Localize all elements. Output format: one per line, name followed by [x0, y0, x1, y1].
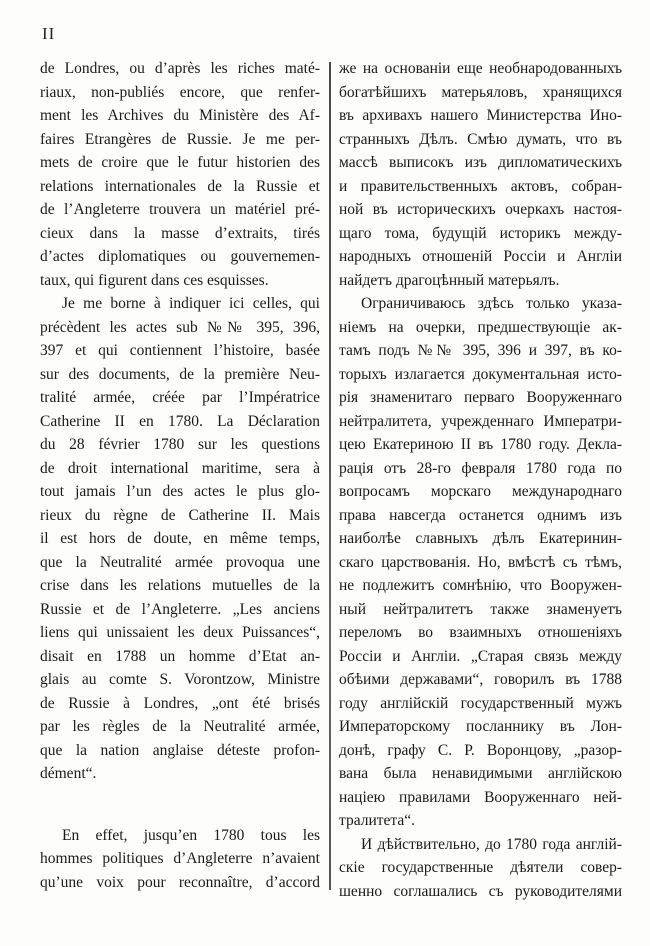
text-line: найдетъ драгоцѣнный матерьялъ. [339, 271, 560, 289]
text-line: d’actes diplomatiques ou gouvernemen- [40, 248, 320, 265]
text-line: disait en 1788 un homme d’Etat an- [40, 647, 320, 665]
text-line: вопросамъ морскаго международнаго [339, 483, 622, 500]
text-line: націею правилами Вооруженнаго ней- [339, 788, 622, 806]
text-line: rieux du règne de Catherine II. Mais [40, 506, 320, 524]
text-line: que la Neutralité armée provoqua une [40, 553, 320, 571]
text-line: переломъ во взаимныхъ отношеніяхъ [339, 624, 622, 641]
paragraph [40, 824, 320, 895]
text-line: riaux, non-publiés encore, que renfer- [40, 83, 320, 101]
text-line: crise dans les relations mutuelles de la [40, 577, 320, 594]
text-line: вана была ненавидимыми англійскою [339, 765, 622, 782]
text-line: Russie et de l’Angleterre. „Les anciens [40, 600, 320, 618]
text-line: de Londres, ou d’après les riches maté- [40, 60, 320, 77]
text-columns [40, 57, 622, 903]
paragraph [339, 833, 622, 904]
text-line: въ архивахъ нашего Министерства Ино- [339, 107, 622, 124]
paragraph [339, 292, 622, 833]
text-line: странныхъ Дѣлъ. Смѣю думать, что въ [339, 130, 622, 148]
text-line: par les règles de la Neutralité armée, [40, 718, 320, 735]
paragraph [40, 57, 320, 292]
text-line: de l’Angleterre trouvera un matériel pré- [40, 201, 320, 218]
text-line: hommes politiques d’Angleterre n’avaient [40, 850, 320, 867]
paragraph [339, 57, 622, 292]
text-line: тамъ подъ №№ 395, 396 и 397, въ ко- [339, 342, 622, 359]
text-line: relations internationales de la Russie et [40, 177, 320, 195]
text-line: liens qui unissaient les deux Puissances“, [40, 624, 320, 641]
text-line: que la nation anglaise déteste profon- [40, 741, 320, 759]
text-line: ной въ историческихъ очеркахъ настоя- [339, 201, 622, 218]
text-line: торыхъ излагается документальная исто- [339, 365, 622, 383]
text-line: народныхъ отношеній Россіи и Англіи [339, 248, 622, 265]
text-line: нейтралитета, учрежденнаго Императри- [339, 412, 622, 430]
text-line: не подлежитъ сомнѣнію, что Вооружен- [339, 577, 622, 594]
text-line: ный нейтралитетъ также знаменуетъ [339, 600, 622, 618]
text-line: mets de croire que le futur historien des [40, 154, 320, 171]
text-line: массѣ выписокъ изъ дипломатическихъ [339, 154, 622, 171]
text-line: Россіи и Англіи. „Старая связь между [339, 647, 622, 665]
text-line: рія знаменитаго перваго Вооруженнаго [339, 389, 622, 406]
text-line: тралитета“. [339, 812, 416, 829]
right-column-russian-text [339, 57, 622, 903]
text-line: du 28 février 1780 sur les questions [40, 436, 320, 453]
text-line: ment les Archives du Ministère des Af- [40, 107, 320, 124]
text-line: tout jamais l’un des actes le plus glo- [40, 483, 320, 500]
text-line: faires Etrangères de Russie. Je me per- [40, 130, 320, 148]
text-line: En effet, jusqu’en 1780 tous les [62, 826, 320, 844]
text-line: щаго тома, будущій историкъ между- [339, 224, 622, 242]
text-line: И дѣйствительно, до 1780 года англій- [361, 835, 622, 853]
text-line: Je me borne à indiquer ici celles, qui [62, 295, 320, 312]
text-line: наиболѣе славныхъ дѣлъ Екатеринин- [339, 530, 622, 547]
text-line: glais au comte S. Vorontzow, Ministre [40, 671, 320, 688]
page-number: II [42, 24, 56, 43]
text-line: Ограничиваюсь здѣсь только указа- [361, 295, 622, 312]
text-line: dément“. [40, 765, 97, 782]
text-line: скіе государственные дѣятели совер- [339, 859, 622, 876]
text-line: de Russie à Londres, „ont été brisés [40, 694, 320, 712]
text-line: рація отъ 28-го февраля 1780 года по [339, 459, 622, 477]
text-line: цею Екатериною II въ 1780 году. Декла- [339, 436, 622, 453]
text-line: обѣими державами“, говорилъ въ 1788 [339, 671, 622, 688]
text-line: précèdent les actes sub №№ 395, 396, [40, 318, 320, 336]
text-line: году англійскій государственный мужъ [339, 694, 622, 712]
text-line: de droit international maritime, sera à [40, 459, 320, 477]
text-line: и правительственныхъ актовъ, собран- [339, 177, 622, 195]
column-gap [320, 57, 339, 903]
text-line: 397 et qui contiennent l’histoire, basée [40, 342, 320, 359]
column-divider-rule [329, 62, 331, 890]
text-line: богатѣйшихъ матерьяловъ, хранящихся [339, 83, 622, 101]
text-line: il est hors de doute, en même temps, [40, 530, 320, 547]
text-line: шенно соглашались съ руководителями [339, 882, 622, 900]
text-line: Императорскому посланнику въ Лон- [339, 718, 622, 735]
text-line: права навсегда останется однимъ изъ [339, 506, 622, 524]
text-line: tralité armée, créée par l’Impératrice [40, 389, 320, 406]
text-line: же на основаніи еще необнародованныхъ [339, 60, 622, 77]
text-line: taux, qui figurent dans ces esquisses. [40, 271, 269, 289]
text-line: скаго царствованія. Но, вмѣстѣ съ тѣмъ, [339, 553, 622, 571]
left-column-french-text [40, 57, 320, 903]
text-line: qu’une voix pour reconnaître, d’accord [40, 873, 320, 891]
text-line: ніемъ на очерки, предшествующіе ак- [339, 318, 622, 336]
paragraph [40, 292, 320, 786]
text-line: sur des documents, de la première Neu- [40, 365, 320, 383]
text-line: Catherine II en 1780. La Déclaration [40, 412, 320, 430]
text-line: cieux dans la masse d’extraits, tirés [40, 224, 320, 242]
text-line: донѣ, графу С. Р. Воронцову, „разор- [339, 741, 622, 759]
